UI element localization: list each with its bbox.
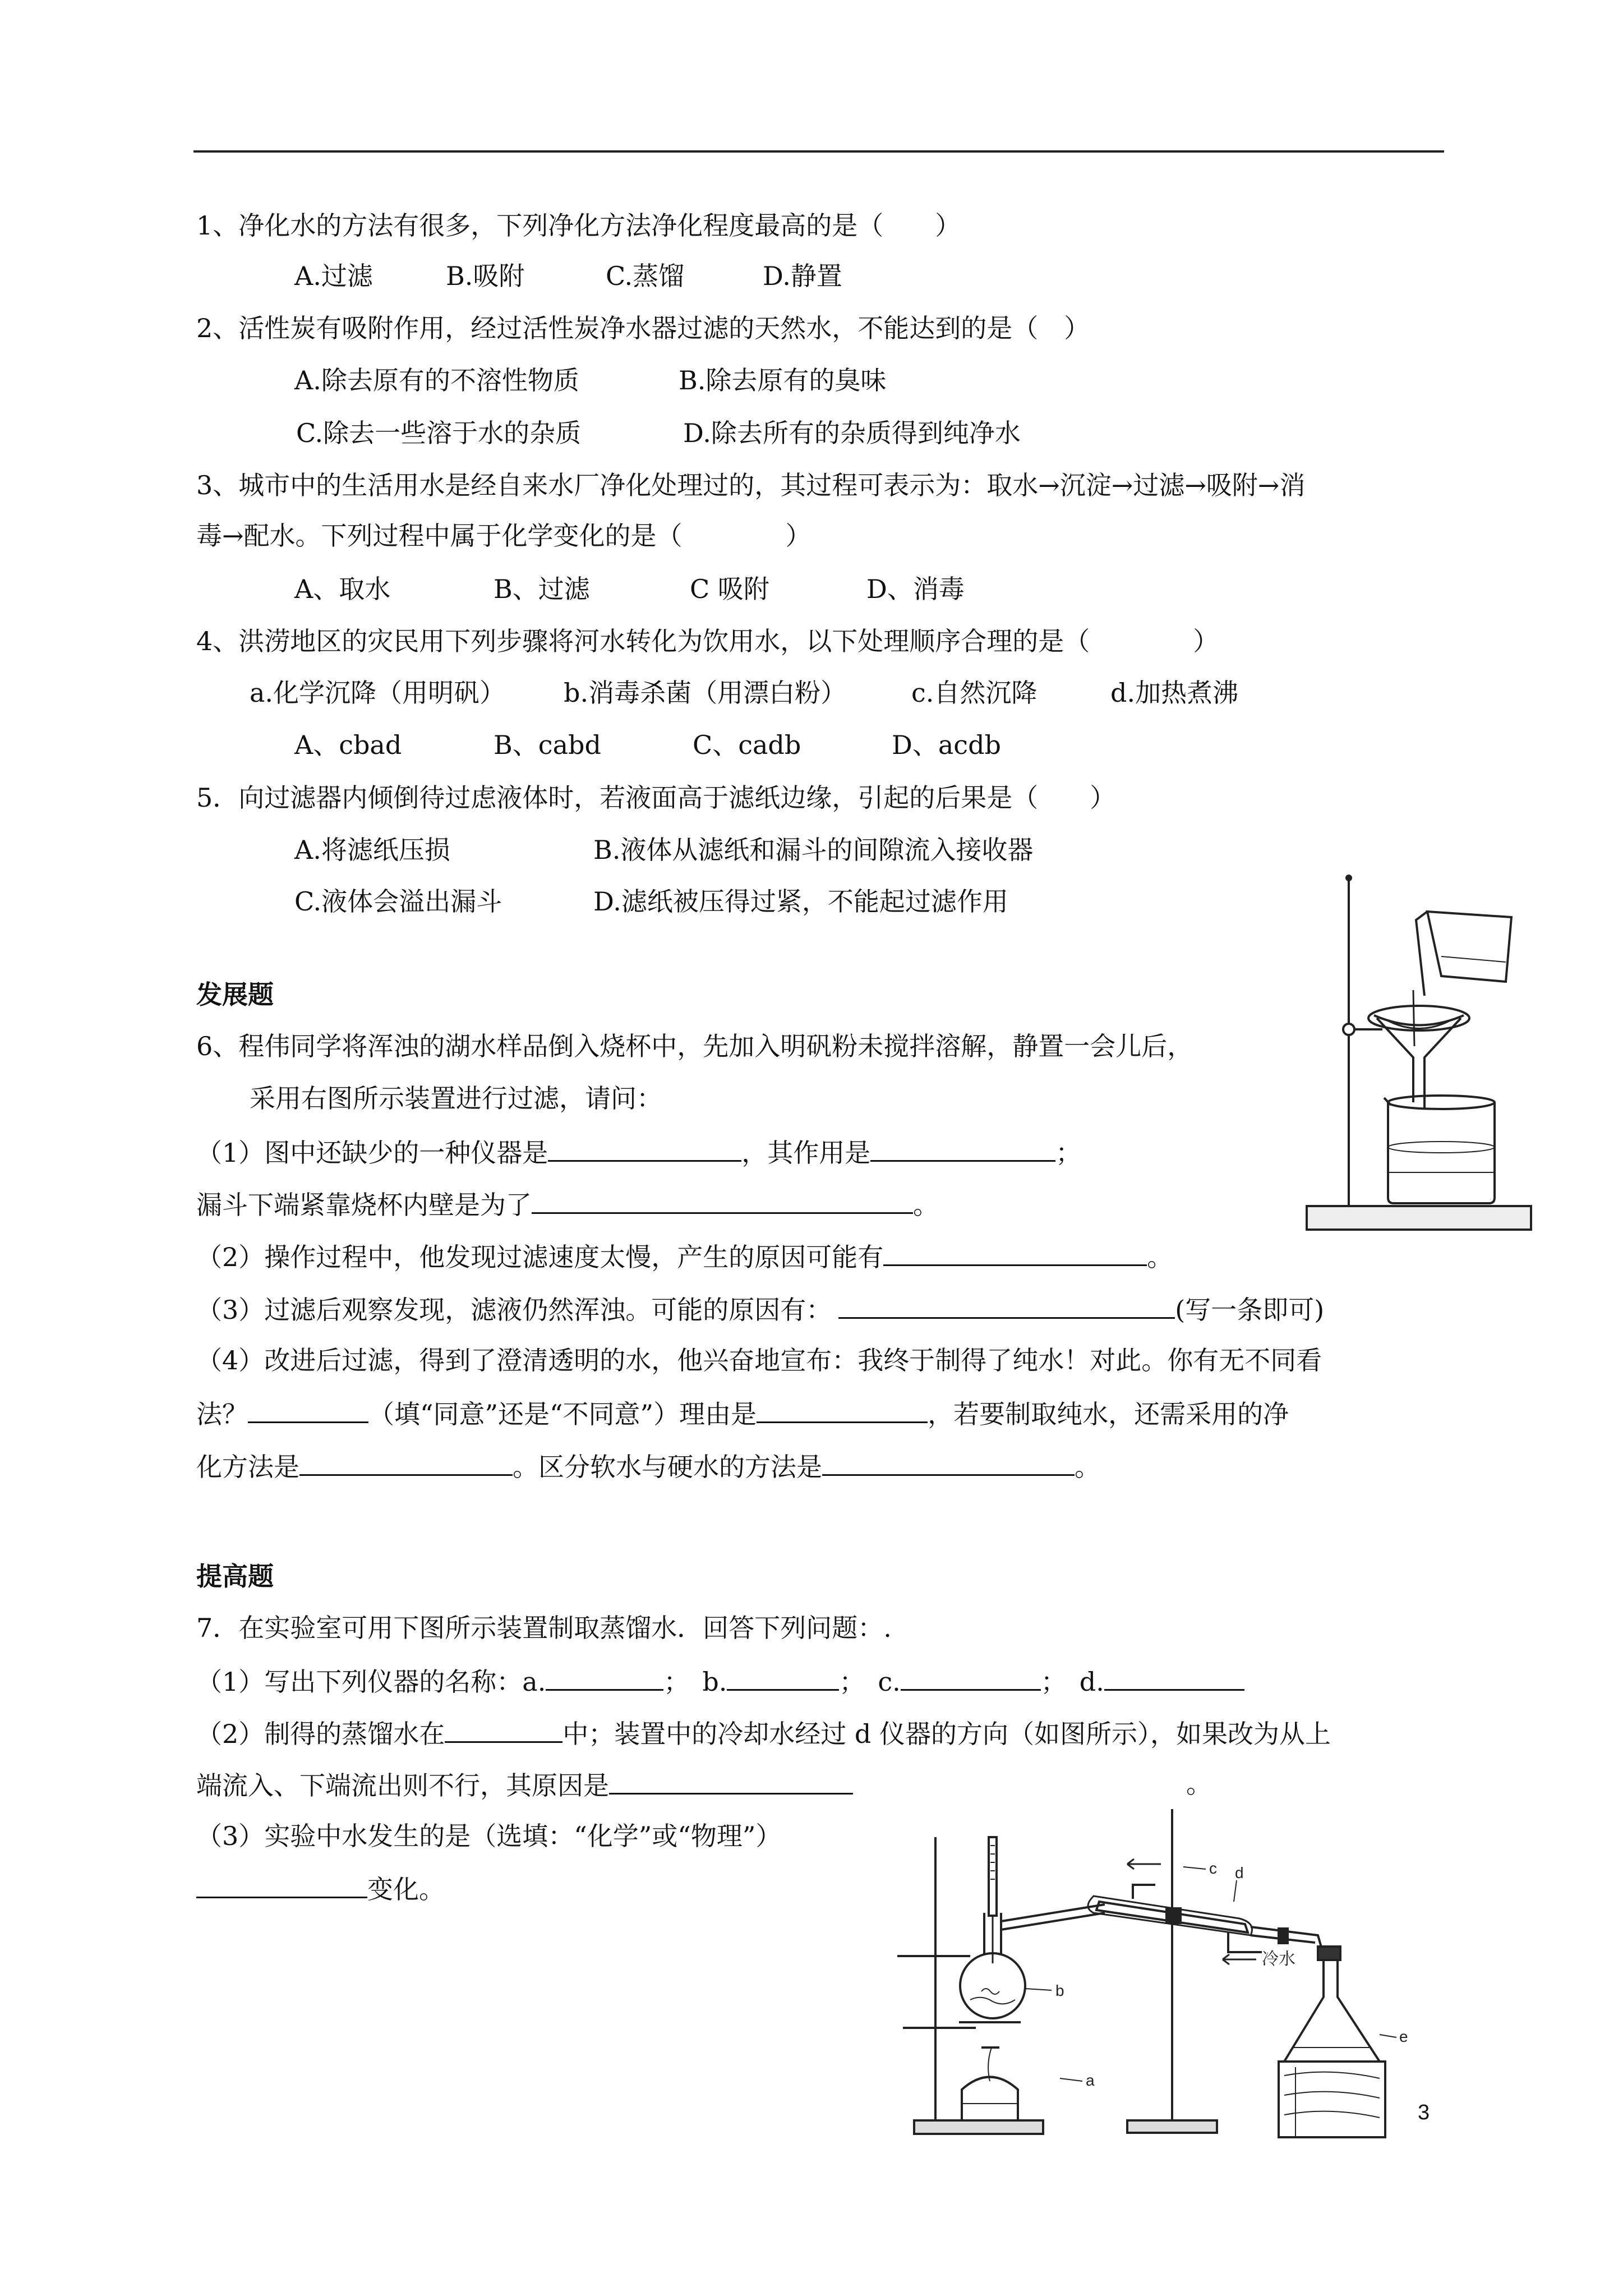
q3-option-c: C 吸附 bbox=[690, 574, 769, 604]
q7-part1-text-a: （1）写出下列仪器的名称：a. bbox=[196, 1667, 546, 1697]
q4-step-c: c.自然沉降 bbox=[911, 678, 1038, 708]
q7-part2-text-c: 端流入、下端流出则不行，其原因是 bbox=[196, 1770, 609, 1801]
q6-blank-hardness-test[interactable] bbox=[822, 1448, 1075, 1476]
q4-option-b: B、cabd bbox=[494, 730, 601, 760]
q7-blank-c[interactable] bbox=[901, 1663, 1041, 1691]
distill-label-b: b bbox=[1055, 1982, 1064, 1999]
q2-option-d: D.除去所有的杂质得到纯净水 bbox=[683, 418, 1021, 448]
q2-option-b: B.除去原有的臭味 bbox=[679, 365, 887, 395]
q2-stem: 2、活性炭有吸附作用，经过活性炭净水器过滤的天然水，不能达到的是（ ） bbox=[196, 313, 1090, 343]
q6-part4-text-c: （填“同意”还是“不同意”）理由是 bbox=[368, 1399, 757, 1429]
q6-part1-text-d: 漏斗下端紧靠烧杯内壁是为了 bbox=[196, 1190, 532, 1220]
q7-part1-text-b: ； b. bbox=[663, 1667, 727, 1697]
q2-option-a: A.除去原有的不溶性物质 bbox=[294, 365, 579, 395]
q7-blank-cooling-reason[interactable] bbox=[609, 1767, 853, 1795]
q6-part4-line3 bbox=[196, 1448, 1100, 1484]
q4-stem: 4、洪涝地区的灾民用下列步骤将河水转化为饮用水，以下处理顺序合理的是（ ） bbox=[196, 626, 1219, 656]
q4-option-c: C、cadb bbox=[693, 730, 801, 760]
q6-blank-missing-instrument[interactable] bbox=[548, 1134, 741, 1162]
q7-blank-b[interactable] bbox=[727, 1663, 839, 1691]
q7-part2-text-b: 中；装置中的冷却水经过 d 仪器的方向（如图所示），如果改为从上 bbox=[562, 1719, 1331, 1749]
q1-option-c: C.蒸馏 bbox=[606, 261, 685, 291]
q6-blank-slow-reason[interactable] bbox=[883, 1239, 1147, 1266]
q7-stem: 7．在实验室可用下图所示装置制取蒸馏水．回答下列问题：. bbox=[196, 1613, 892, 1643]
q1-option-b: B.吸附 bbox=[446, 261, 525, 291]
q7-part1-line bbox=[196, 1663, 1244, 1699]
q6-part1-line bbox=[196, 1134, 1081, 1170]
q5-option-d: D.滤纸被压得过紧，不能起过滤作用 bbox=[593, 886, 1008, 917]
q6-part4-line1: （4）改进后过滤，得到了澄清透明的水，他兴奋地宣布：我终于制得了纯水！对此。你有无不同看 bbox=[196, 1345, 1322, 1375]
q6-part3-line bbox=[196, 1291, 1324, 1327]
q6-part1-line2 bbox=[196, 1186, 939, 1222]
q1-stem: 1、净化水的方法有很多，下列净化方法净化程度最高的是（ ） bbox=[196, 210, 961, 241]
q4-step-b: b.消毒杀菌（用漂白粉） bbox=[564, 678, 847, 708]
q4-steps bbox=[250, 676, 1238, 710]
q1-option-a: A.过滤 bbox=[294, 261, 373, 291]
q5-option-b: B.液体从滤纸和漏斗的间隙流入接收器 bbox=[593, 835, 1034, 865]
distill-label-a: a bbox=[1086, 2072, 1095, 2089]
distill-label-c: c bbox=[1209, 1860, 1217, 1877]
q6-part4-line2 bbox=[196, 1396, 1289, 1431]
q4-options bbox=[294, 728, 1001, 762]
q6-stem-line2: 采用右图所示装置进行过滤，请问： bbox=[250, 1083, 662, 1114]
q6-blank-turbid-reason[interactable] bbox=[838, 1291, 1175, 1319]
q6-part1-text-c: ； bbox=[1055, 1138, 1082, 1168]
q5-option-c: C.液体会溢出漏斗 bbox=[294, 886, 502, 917]
q3-option-d: D、消毒 bbox=[866, 574, 965, 604]
q6-part2-text-b: 。 bbox=[1147, 1242, 1173, 1272]
q6-part1-text-e: 。 bbox=[913, 1190, 939, 1220]
q6-part1-text-b: ，其作用是 bbox=[741, 1138, 871, 1168]
q6-part3-text-a: （3）过滤后观察发现，滤液仍然浑浊。可能的原因有： bbox=[196, 1295, 832, 1325]
section-heading-advance: 提高题 bbox=[196, 1561, 274, 1591]
page-number: 3 bbox=[1418, 2101, 1430, 2124]
q3-stem-line2: 毒→配水。下列过程中属于化学变化的是（ ） bbox=[196, 521, 811, 551]
q6-blank-agree-reason[interactable] bbox=[757, 1396, 928, 1423]
q6-part3-text-b: (写一条即可) bbox=[1175, 1295, 1325, 1325]
q6-blank-agree[interactable] bbox=[248, 1396, 368, 1423]
q7-part3-text-b: 变化。 bbox=[367, 1874, 445, 1904]
q6-part4-text-g: 。 bbox=[1075, 1452, 1100, 1482]
q6-part2-text-a: （2）操作过程中，他发现过滤速度太慢，产生的原因可能有 bbox=[196, 1242, 884, 1272]
distill-label-cold-water: 冷水 bbox=[1262, 1950, 1295, 1968]
distill-label-e: e bbox=[1399, 2028, 1408, 2045]
q6-part2-line bbox=[196, 1239, 1173, 1274]
q7-part2-text-a: （2）制得的蒸馏水在 bbox=[196, 1719, 445, 1749]
q4-step-d: d.加热煮沸 bbox=[1110, 678, 1239, 708]
distill-label-d: d bbox=[1235, 1864, 1244, 1881]
q7-part1-text-c: ； c. bbox=[839, 1667, 901, 1697]
q6-part1-text-a: （1）图中还缺少的一种仪器是 bbox=[196, 1138, 548, 1168]
q3-option-b: B、过滤 bbox=[494, 574, 590, 604]
q7-blank-change-type[interactable] bbox=[196, 1871, 367, 1898]
q4-option-a: A、cbad bbox=[294, 730, 402, 760]
q7-part1-text-d: ； d. bbox=[1040, 1667, 1104, 1697]
q1-option-d: D.静置 bbox=[763, 261, 842, 291]
filtration-apparatus-figure bbox=[1290, 867, 1542, 1240]
q6-blank-instrument-purpose[interactable] bbox=[870, 1134, 1055, 1162]
q3-options bbox=[294, 572, 965, 606]
q6-part4-text-d: ，若要制取纯水，还需采用的净 bbox=[928, 1399, 1289, 1429]
q7-part2-line1 bbox=[196, 1715, 1331, 1751]
q3-stem-line1: 3、城市中的生活用水是经自来水厂净化处理过的，其过程可表示为：取水→沉淀→过滤→吸附→消 bbox=[196, 470, 1306, 500]
q6-stem-line1: 6、程伟同学将浑浊的湖水样品倒入烧杯中，先加入明矾粉未搅拌溶解，静置一会儿后， bbox=[196, 1031, 1193, 1061]
q6-part4-text-f: 。区分软水与硬水的方法是 bbox=[513, 1452, 822, 1482]
q2-option-c: C.除去一些溶于水的杂质 bbox=[296, 418, 582, 448]
q1-options bbox=[294, 259, 842, 293]
q4-step-a: a.化学沉降（用明矾） bbox=[250, 678, 506, 708]
q7-blank-collector[interactable] bbox=[445, 1715, 562, 1743]
q7-blank-a[interactable] bbox=[546, 1663, 663, 1691]
q7-part2-line2 bbox=[196, 1767, 853, 1802]
section-heading-develop: 发展题 bbox=[196, 979, 274, 1010]
q5-option-a: A.将滤纸压损 bbox=[294, 835, 450, 865]
q6-blank-purify-method[interactable] bbox=[299, 1448, 513, 1476]
q3-option-a: A、取水 bbox=[294, 574, 391, 604]
q6-blank-funnel-reason[interactable] bbox=[532, 1186, 913, 1214]
header-rule bbox=[193, 150, 1444, 153]
q7-part3-line2 bbox=[196, 1871, 445, 1906]
q5-stem: 5．向过滤器内倾倒待过虑液体时，若液面高于滤纸边缘，引起的后果是（ ） bbox=[196, 783, 1116, 813]
q6-part4-text-b: 法？ bbox=[196, 1399, 248, 1429]
q4-option-d: D、acdb bbox=[892, 730, 1001, 760]
distillation-apparatus-figure bbox=[892, 1784, 1441, 2146]
q7-part2-period: 。 bbox=[1186, 1769, 1212, 1799]
q7-blank-d[interactable] bbox=[1104, 1663, 1244, 1691]
q7-part3-line1: （3）实验中水发生的是（选填：“化学”或“物理”） bbox=[196, 1821, 782, 1851]
q6-part4-text-e: 化方法是 bbox=[196, 1452, 299, 1482]
